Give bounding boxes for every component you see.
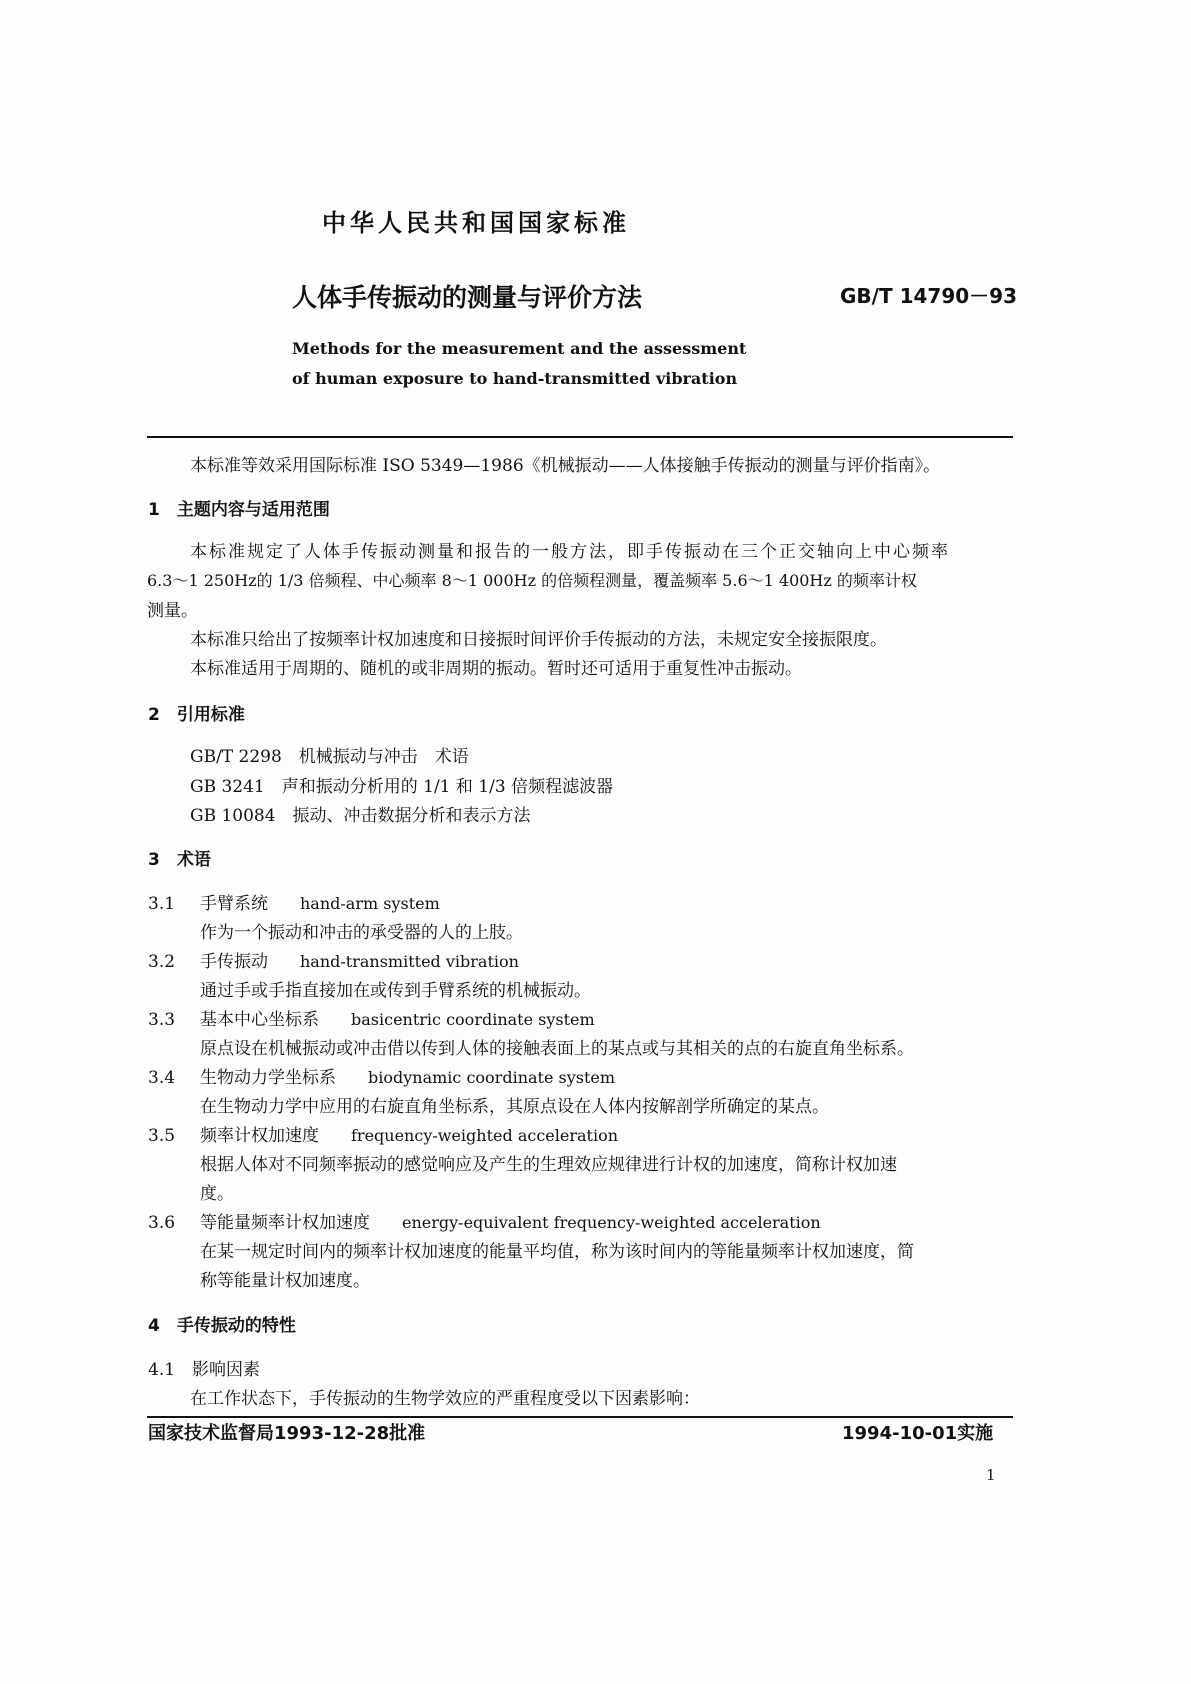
s1-para: 测量。 (147, 601, 198, 621)
term-en: frequency-weighted acceleration (351, 1126, 619, 1145)
term-number: 3.4 (148, 1068, 176, 1088)
term-heading (148, 951, 519, 973)
reference-item: GB 3241 声和振动分析用的 1/1 和 1/3 倍频程滤波器 (190, 777, 614, 797)
term-definition: 称等能量计权加速度。 (200, 1271, 370, 1291)
s4-1-text: 在工作状态下，手传振动的生物学效应的严重程度受以下因素影响： (190, 1389, 700, 1409)
reference-item: GB/T 2298 机械振动与冲击 术语 (190, 747, 469, 767)
section-1-heading: 1 主题内容与适用范围 (148, 500, 330, 520)
term-cn: 手臂系统 (200, 894, 268, 914)
title-cn: 人体手传振动的测量与评价方法 (292, 283, 643, 312)
country-standard-heading: 中华人民共和国国家标准 (322, 209, 630, 237)
term-cn: 频率计权加速度 (200, 1126, 319, 1146)
term-cn: 等能量频率计权加速度 (200, 1213, 370, 1233)
term-cn: 手传振动 (200, 952, 268, 972)
term-heading (148, 1067, 616, 1089)
intro-text: 本标准等效采用国际标准 ISO 5349—1986《机械振动——人体接触手传振动的测量与评价指南》。 (190, 456, 941, 476)
term-definition: 通过手或手指直接加在或传到手臂系统的机械振动。 (200, 981, 591, 1001)
term-number: 3.3 (148, 1010, 176, 1030)
term-definition: 度。 (200, 1184, 234, 1204)
reference-item: GB 10084 振动、冲击数据分析和表示方法 (190, 806, 531, 826)
effective-date: 1994-10-01实施 (842, 1423, 994, 1444)
term-number: 3.1 (148, 894, 176, 914)
s1-para: 本标准只给出了按频率计权加速度和日接振时间评价手传振动的方法，未规定安全接振限度。 (190, 630, 887, 650)
title-en-line1: Methods for the measurement and the assessment (292, 339, 747, 358)
bottom-rule (147, 1416, 1013, 1418)
standard-code: GB/T 14790－93 (840, 284, 1017, 308)
section-4-1-heading: 4.1 影响因素 (148, 1360, 261, 1380)
term-definition: 原点设在机械振动或冲击借以传到人体的接触表面上的某点或与其相关的点的右旋直角坐标系。 (200, 1039, 914, 1059)
title-en-line2: of human exposure to hand-transmitted vibration (292, 369, 738, 388)
term-number: 3.2 (148, 952, 176, 972)
approval-date: 国家技术监督局1993-12-28批准 (148, 1423, 426, 1444)
term-heading (148, 893, 440, 915)
term-en: biodynamic coordinate system (368, 1068, 616, 1087)
term-number: 3.5 (148, 1126, 176, 1146)
term-number: 3.6 (148, 1213, 176, 1233)
section-3-heading: 3 术语 (148, 850, 211, 870)
section-4-heading: 4 手传振动的特性 (148, 1316, 296, 1336)
section-2-heading: 2 引用标准 (148, 705, 245, 725)
page-number: 1 (986, 1466, 996, 1484)
s1-para: 本标准适用于周期的、随机的或非周期的振动。暂时还可适用于重复性冲击振动。 (190, 659, 802, 679)
term-en: energy-equivalent frequency-weighted acceleration (402, 1213, 821, 1232)
term-en: hand-arm system (300, 894, 440, 913)
term-definition: 在生物动力学中应用的右旋直角坐标系，其原点设在人体内按解剖学所确定的某点。 (200, 1097, 829, 1117)
s1-para: 本标准规定了人体手传振动测量和报告的一般方法，即手传振动在三个正交轴向上中心频率 (190, 542, 950, 562)
term-heading (148, 1009, 595, 1031)
term-en: hand-transmitted vibration (300, 952, 519, 971)
term-cn: 生物动力学坐标系 (200, 1068, 336, 1088)
term-definition: 根据人体对不同频率振动的感觉响应及产生的生理效应规律进行计权的加速度，简称计权加速 (200, 1155, 897, 1175)
term-heading (148, 1212, 821, 1234)
term-heading (148, 1125, 619, 1147)
s1-para: 6.3～1 250Hz的 1/3 倍频程、中心频率 8～1 000Hz 的倍频程测量，覆盖频率 5.6～1 400Hz 的频率计权 (147, 571, 917, 590)
term-definition: 在某一规定时间内的频率计权加速度的能量平均值，称为该时间内的等能量频率计权加速度，简 (200, 1242, 914, 1262)
term-cn: 基本中心坐标系 (200, 1010, 319, 1030)
term-definition: 作为一个振动和冲击的承受器的人的上肢。 (200, 923, 523, 943)
top-rule (147, 436, 1013, 438)
term-en: basicentric coordinate system (351, 1010, 595, 1029)
